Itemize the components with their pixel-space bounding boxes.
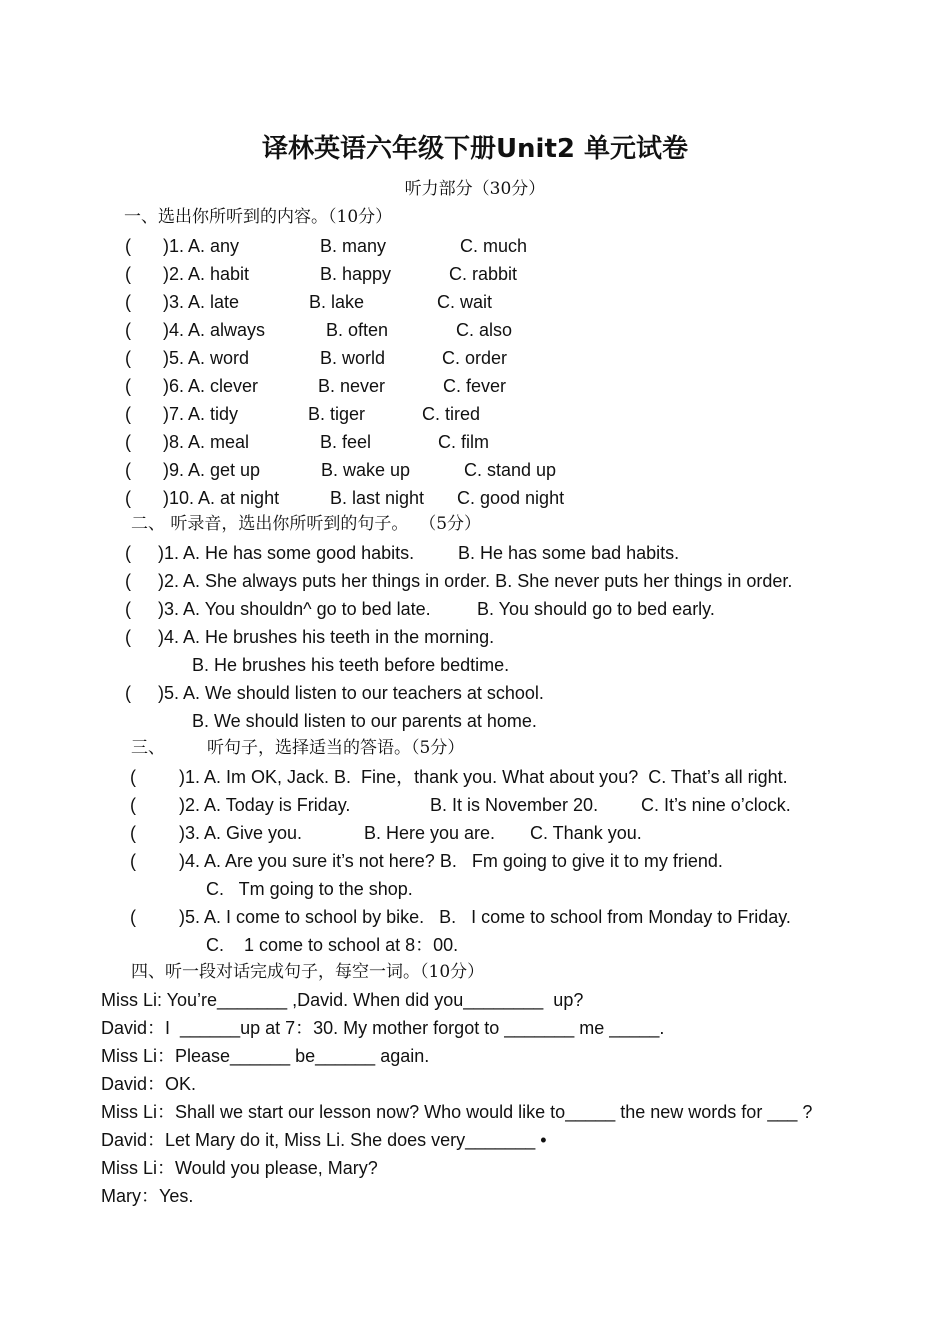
option-a: )2. A. Today is Friday. <box>179 795 351 815</box>
answer-blank: ( <box>125 348 131 368</box>
option-b: B. It is November 20. <box>430 795 599 815</box>
option-c: C. good night <box>457 488 565 508</box>
answer-blank: ( <box>125 599 131 619</box>
dialogue-line: Miss Li：Would you please, Mary? <box>101 1158 378 1178</box>
dialogue-line: David：I ______up at 7：30. My mother forgot to _______ me _____. <box>101 1018 665 1038</box>
page-title: 译林英语六年级下册Unit2 单元试卷 <box>261 134 689 164</box>
answer-blank: ( <box>130 823 136 843</box>
option-b: B. world <box>320 348 386 368</box>
option-a: )7. A. tidy <box>163 404 239 424</box>
option-a: )4. A. always <box>163 320 266 340</box>
answer-blank: ( <box>125 543 131 563</box>
option-a: )5. A. word <box>163 348 250 368</box>
section1-heading: 一、选出你所听到的内容。（10分） <box>124 207 393 227</box>
option-a: )4. A. Are you sure it’s not here? B. Fm going to give it to my friend. <box>179 851 723 871</box>
answer-blank: ( <box>125 236 131 256</box>
answer-blank: ( <box>125 627 131 647</box>
answer-blank: ( <box>125 292 131 312</box>
option-b: B. often <box>326 320 389 340</box>
section3-heading-number: 三、 <box>131 738 165 758</box>
option-a: )3. A. Give you. <box>179 823 303 843</box>
section3-heading: 听句子，选择适当的答语。（5分） <box>207 738 465 758</box>
option-c: C. Thank you. <box>530 823 642 843</box>
option-b: B. many <box>320 236 387 256</box>
option-a: )1. A. any <box>163 236 240 256</box>
option-c: C. wait <box>437 292 493 312</box>
option-a: )8. A. meal <box>163 432 250 452</box>
option-c: C. stand up <box>464 460 557 480</box>
option-c: C. Tm going to the shop. <box>206 879 413 899</box>
option-a: )9. A. get up <box>163 460 261 480</box>
answer-blank: ( <box>125 376 131 396</box>
option-c: C. film <box>438 432 489 452</box>
answer-blank: ( <box>125 571 131 591</box>
answer-blank: ( <box>125 683 131 703</box>
dialogue-line: Miss Li: You’re_______ ,David. When did you________ up? <box>101 990 584 1010</box>
answer-blank: ( <box>125 404 131 424</box>
section2-heading: 二、 听录音，选出你所听到的句子。 （5分） <box>131 514 482 534</box>
answer-blank: ( <box>130 907 136 927</box>
answer-blank: ( <box>130 767 136 787</box>
dialogue-line: Miss Li：Shall we start our lesson now? Who would like to_____ the new words for ___ ? <box>101 1102 813 1122</box>
option-a: )3. A. You shouldn^ go to bed late. <box>158 599 431 619</box>
option-b: B. We should listen to our parents at home. <box>192 711 537 731</box>
option-b: B. tiger <box>308 404 366 424</box>
option-b: B. He brushes his teeth before bedtime. <box>192 655 510 675</box>
answer-blank: ( <box>130 851 136 871</box>
answer-blank: ( <box>125 432 131 452</box>
option-b: B. never <box>318 376 386 396</box>
option-c: C. also <box>456 320 513 340</box>
answer-blank: ( <box>125 460 131 480</box>
option-a: )10. A. at night <box>163 488 280 508</box>
option-b: B. happy <box>320 264 392 284</box>
option-c: C. It’s nine o’clock. <box>641 795 791 815</box>
option-b: B. last night <box>330 488 425 508</box>
answer-blank: ( <box>130 795 136 815</box>
option-c: C. 1 come to school at 8：00. <box>206 935 459 955</box>
page-subtitle: 听力部分（30分） <box>404 179 546 199</box>
option-a: )1. A. Im OK, Jack. B. Fine，thank you. What about you? C. That’s all right. <box>179 767 788 787</box>
option-a: )5. A. I come to school by bike. B. I come to school from Monday to Friday. <box>179 907 791 927</box>
answer-blank: ( <box>125 320 131 340</box>
option-c: C. fever <box>443 376 507 396</box>
dialogue-line: David：OK. <box>101 1074 197 1094</box>
option-a: )6. A. clever <box>163 376 259 396</box>
option-a: )2. A. She always puts her things in order. B. She never puts her things in order. <box>158 571 793 591</box>
option-c: C. tired <box>422 404 481 424</box>
option-b: B. wake up <box>321 460 411 480</box>
option-a: )5. A. We should listen to our teachers at school. <box>158 683 544 703</box>
option-a: )2. A. habit <box>163 264 250 284</box>
dialogue-line: Miss Li：Please______ be______ again. <box>101 1046 430 1066</box>
dialogue-line: David：Let Mary do it, Miss Li. She does very_______ • <box>101 1130 547 1150</box>
option-b: B. lake <box>309 292 365 312</box>
option-a: )4. A. He brushes his teeth in the morning. <box>158 627 495 647</box>
option-c: C. much <box>460 236 528 256</box>
answer-blank: ( <box>125 264 131 284</box>
option-b: B. He has some bad habits. <box>458 543 680 563</box>
option-a: )1. A. He has some good habits. <box>158 543 415 563</box>
option-a: )3. A. late <box>163 292 240 312</box>
dialogue-line: Mary：Yes. <box>101 1186 194 1206</box>
option-c: C. rabbit <box>449 264 518 284</box>
section4-heading: 四、听一段对话完成句子，每空一词。（10分） <box>131 962 485 982</box>
option-c: C. order <box>442 348 508 368</box>
answer-blank: ( <box>125 488 131 508</box>
option-b: B. feel <box>320 432 372 452</box>
option-b: B. Here you are. <box>364 823 496 843</box>
option-b: B. You should go to bed early. <box>477 599 715 619</box>
